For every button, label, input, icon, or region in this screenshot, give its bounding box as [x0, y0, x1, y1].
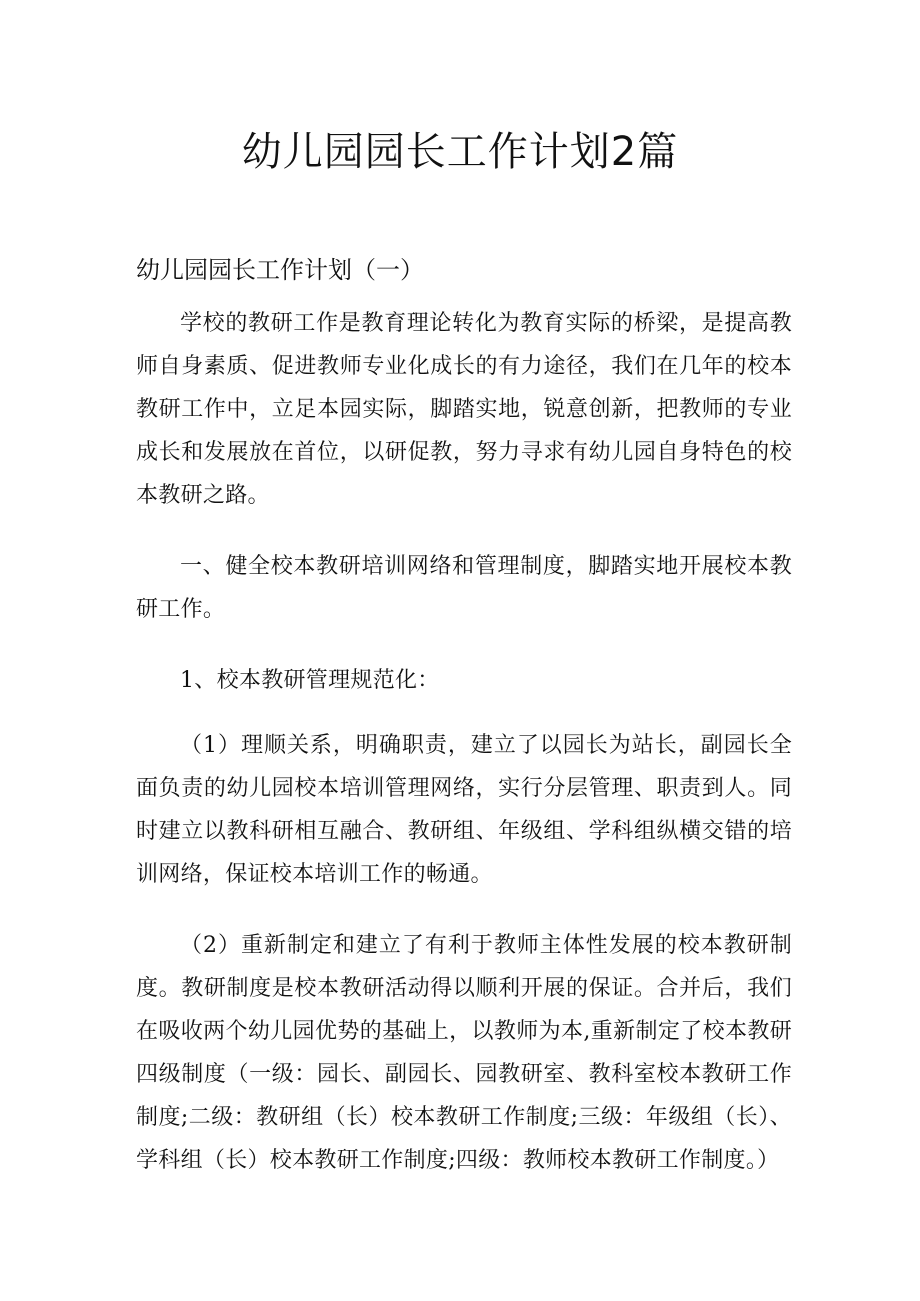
document-title: 幼儿园园长工作计划2篇 — [241, 129, 679, 175]
paragraph-subsection-1: 1、校本教研管理规范化： — [180, 668, 440, 693]
paragraph-item-1: （1）理顺关系，明确职责，建立了以园长为站长，副园长全面负责的幼儿园校本培训管理网络，实行分层管理、职责到人。同时建立以教科研相互融合、教研组、年级组、学科组纵横交错的培训网络，保证校本培训工作的畅通。 — [136, 733, 792, 887]
paragraph-intro: 学校的教研工作是教育理论转化为教育实际的桥梁，是提高教师自身素质、促进教师专业化成长的有力途径，我们在几年的校本教研工作中，立足本园实际，脚踏实地，锐意创新，把教师的专业成长和发展放在首位，以研促教，努力寻求有幼儿园自身特色的校本教研之路。 — [136, 311, 792, 508]
document-body — [136, 302, 792, 1210]
paragraph-item-2: （2）重新制定和建立了有利于教师主体性发展的校本教研制度。教研制度是校本教研活动得以顺利开展的保证。合并后，我们在吸收两个幼儿园优势的基础上，以教师为本,重新制定了校本教研四级制度（一级：园长、副园长、园教研室、教科室校本教研工作制度;二级：教研组（长）校本教研工作制度;三级：年级组（长）、学科组（长）校本教研工作制度;四级：教师校本教研工作制度。） — [136, 933, 792, 1173]
section-heading: 幼儿园园长工作计划（一） — [136, 256, 424, 284]
paragraph-section-one: 一、健全校本教研培训网络和管理制度，脚踏实地开展校本教研工作。 — [136, 554, 792, 622]
